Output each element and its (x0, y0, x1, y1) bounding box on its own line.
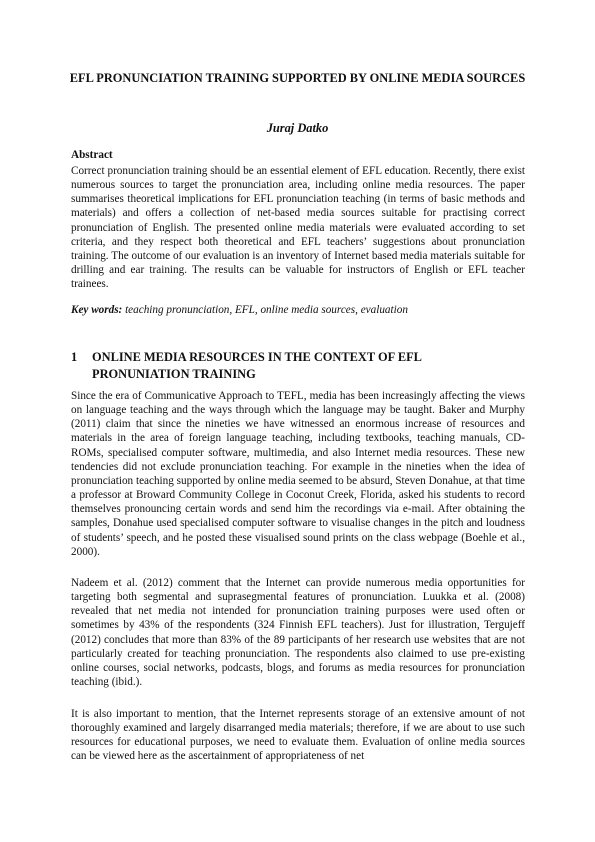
body-paragraph: It is also important to mention, that the Internet represents storage of an extensive amount of not thoroughly examined and largely disarranged media materials; therefore, if we are about to use such resources for educational purposes, we need to evaluate them. Evaluation of online media sources can be viewed here as the ascertainment of appropriateness of net (71, 708, 525, 763)
keywords-label: Key words: (71, 304, 123, 316)
keywords (71, 303, 525, 317)
section-title: ONLINE MEDIA RESOURCES IN THE CONTEXT OF EFL PRONUNIATION TRAINING (92, 350, 422, 381)
paper-title: EFL PRONUNCIATION TRAINING SUPPORTED BY ONLINE MEDIA SOURCES (69, 71, 526, 85)
body-paragraph: Since the era of Communicative Approach to TEFL, media has been increasingly affecting the views on language teaching and the ways through which the language may be taught. Baker and Murphy (2011) claim that since the nineties we have witnessed an enormous increase of resources and materials in the area of foreign language teaching, including textbooks, teaching manuals, CD-ROMs, specialised computer software, multimedia, and also Internet media resources. These new tendencies did not exclude pronunciation teaching. For example in the nineties when the idea of pronunciation teaching supported by online media seemed to be absurd, Steven Donahue, at that time a professor at Broward Community College in Coconut Creek, Florida, asked his students to record themselves pronouncing certain words and send him the recordings via e-mail. After obtaining the samples, Donahue used specialised computer software to visualise changes in the pitch and loudness of students’ speech, and he posted these visualised sound prints on the class webpage (Boehle et al., 2000). (71, 390, 525, 558)
section-number: 1 (71, 350, 78, 364)
abstract-text: Correct pronunciation training should be an essential element of EFL education. Recently, there exist numerous sources to target the pronunciation area, including online media resources. The paper summarises theoretical implications for EFL pronunciation teaching (in terms of basic methods and materials) and offers a collection of net-based media sources suitable for practising correct pronunciation of English. The presented online media materials were evaluated according to set criteria, and they respect both theoretical and EFL teachers’ suggestions about pronunciation training. The outcome of our evaluation is an inventory of Internet based media materials suitable for drilling and ear training. The results can be valuable for instructors of English or EFL teacher trainees. (71, 165, 525, 291)
body-paragraph: Nadeem et al. (2012) comment that the Internet can provide numerous media opportunities for targeting both segmental and suprasegmental features of pronunciation. Luukka et al. (2008) revealed that net media not intended for pronunciation training purposes were used often or sometimes by 43% of the respondents (324 Finnish EFL teachers). Just for illustration, Tergujeff (2012) concludes that more than 83% of the 89 participants of her research use websites that are not particularly created for teaching pronunciation. The respondents also claimed to use pre-existing online courses, social networks, podcasts, blogs, and forums as media resources for pronunciation teaching (ibid.). (71, 577, 525, 689)
author-name: Juraj Datko (266, 121, 329, 135)
abstract-heading: Abstract (71, 149, 113, 161)
keywords-value: teaching pronunciation, EFL, online media sources, evaluation (125, 304, 408, 316)
